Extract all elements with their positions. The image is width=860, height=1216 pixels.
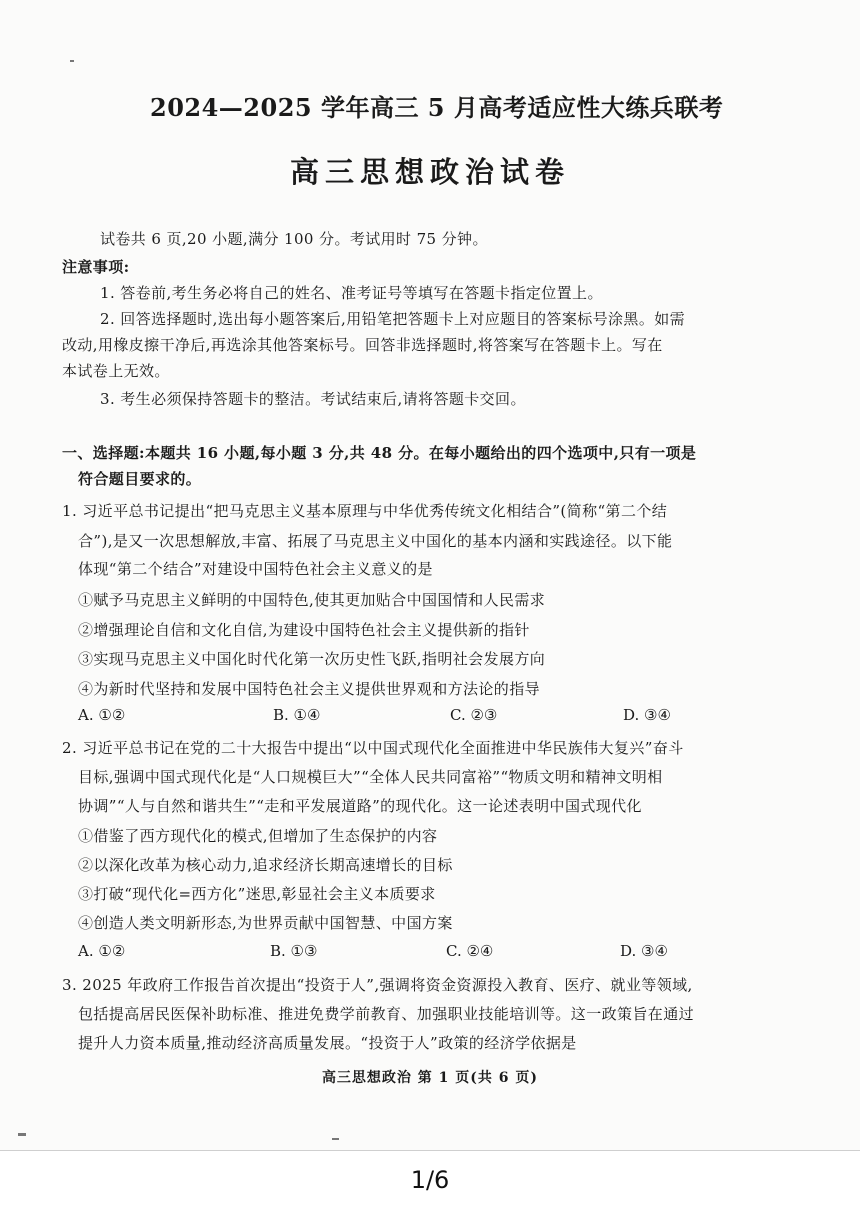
notes-heading: 注意事项: xyxy=(62,258,130,276)
option-b: B. ①③ xyxy=(270,942,318,960)
question-item: ④为新时代坚持和发展中国特色社会主义提供世界观和方法论的指导 xyxy=(78,680,541,698)
question-item: ①赋予马克思主义鲜明的中国特色,使其更加贴合中国国情和人民需求 xyxy=(78,591,546,609)
option-d: D. ③④ xyxy=(623,706,671,724)
question-item: ②以深化改革为核心动力,追求经济长期高速增长的目标 xyxy=(78,856,453,874)
note-line: 改动,用橡皮擦干净后,再选涂其他答案标号。回答非选择题时,将答案写在答题卡上。写在 xyxy=(62,336,663,354)
note-line: 本试卷上无效。 xyxy=(62,362,170,380)
answer-options xyxy=(78,706,778,728)
answer-options xyxy=(78,942,778,964)
page-indicator: 1/6 xyxy=(410,1166,450,1194)
page-footer: 高三思想政治 第 1 页(共 6 页) xyxy=(321,1070,539,1086)
option-c: C. ②③ xyxy=(450,706,498,724)
option-d: D. ③④ xyxy=(620,942,668,960)
note-line: 1. 答卷前,考生务必将自己的姓名、准考证号等填写在答题卡指定位置上。 xyxy=(100,284,603,302)
note-line: 3. 考生必须保持答题卡的整洁。考试结束后,请将答题卡交回。 xyxy=(100,390,526,408)
exam-intro: 试卷共 6 页,20 小题,满分 100 分。考试用时 75 分钟。 xyxy=(100,230,488,248)
section-heading: 一、选择题:本题共 16 小题,每小题 3 分,共 48 分。在每小题给出的四个选项中,只有一项是 xyxy=(62,444,697,462)
question-stem: 协调”“人与自然和谐共生”“走和平发展道路”的现代化。这一论述表明中国式现代化 xyxy=(78,797,642,815)
question-stem: 3. 2025 年政府工作报告首次提出“投资于人”,强调将资金资源投入教育、医疗、就业等领域, xyxy=(62,976,693,994)
question-item: ①借鉴了西方现代化的模式,但增加了生态保护的内容 xyxy=(78,827,438,845)
question-item: ②增强理论自信和文化自信,为建设中国特色社会主义提供新的指针 xyxy=(78,621,530,639)
option-a: A. ①② xyxy=(78,706,126,724)
question-stem: 包括提高居民医保补助标准、推进免费学前教育、加强职业技能培训等。这一政策旨在通过 xyxy=(78,1005,695,1023)
question-stem: 提升人力资本质量,推动经济高质量发展。“投资于人”政策的经济学依据是 xyxy=(78,1034,577,1052)
question-stem: 合”),是又一次思想解放,丰富、拓展了马克思主义中国化的基本内涵和实践途径。以下能 xyxy=(78,532,673,550)
option-c: C. ②④ xyxy=(446,942,494,960)
exam-title: 2024—2025 学年高三 5 月高考适应性大练兵联考 xyxy=(150,93,724,122)
section-heading: 符合题目要求的。 xyxy=(78,470,202,488)
option-b: B. ①④ xyxy=(273,706,321,724)
option-a: A. ①② xyxy=(78,942,126,960)
scan-mark xyxy=(18,1133,26,1136)
question-stem: 1. 习近平总书记提出“把马克思主义基本原理与中华优秀传统文化相结合”(简称“第二个结 xyxy=(62,502,668,520)
scan-mark xyxy=(332,1138,339,1140)
subject-title: 高三思想政治试卷 xyxy=(289,155,570,189)
scan-mark xyxy=(70,60,74,62)
question-item: ③打破“现代化=西方化”迷思,彰显社会主义本质要求 xyxy=(78,885,436,903)
question-stem: 体现“第二个结合”对建设中国特色社会主义意义的是 xyxy=(78,560,433,578)
question-item: ③实现马克思主义中国化时代化第一次历史性飞跃,指明社会发展方向 xyxy=(78,650,546,668)
question-stem: 目标,强调中国式现代化是“人口规模巨大”“全体人民共同富裕”“物质文明和精神文明相 xyxy=(78,768,663,786)
question-stem: 2. 习近平总书记在党的二十大报告中提出“以中国式现代化全面推进中华民族伟大复兴”奋斗 xyxy=(62,739,684,757)
question-item: ④创造人类文明新形态,为世界贡献中国智慧、中国方案 xyxy=(78,914,453,932)
note-line: 2. 回答选择题时,选出每小题答案后,用铅笔把答题卡上对应题目的答案标号涂黑。如需 xyxy=(100,310,686,328)
